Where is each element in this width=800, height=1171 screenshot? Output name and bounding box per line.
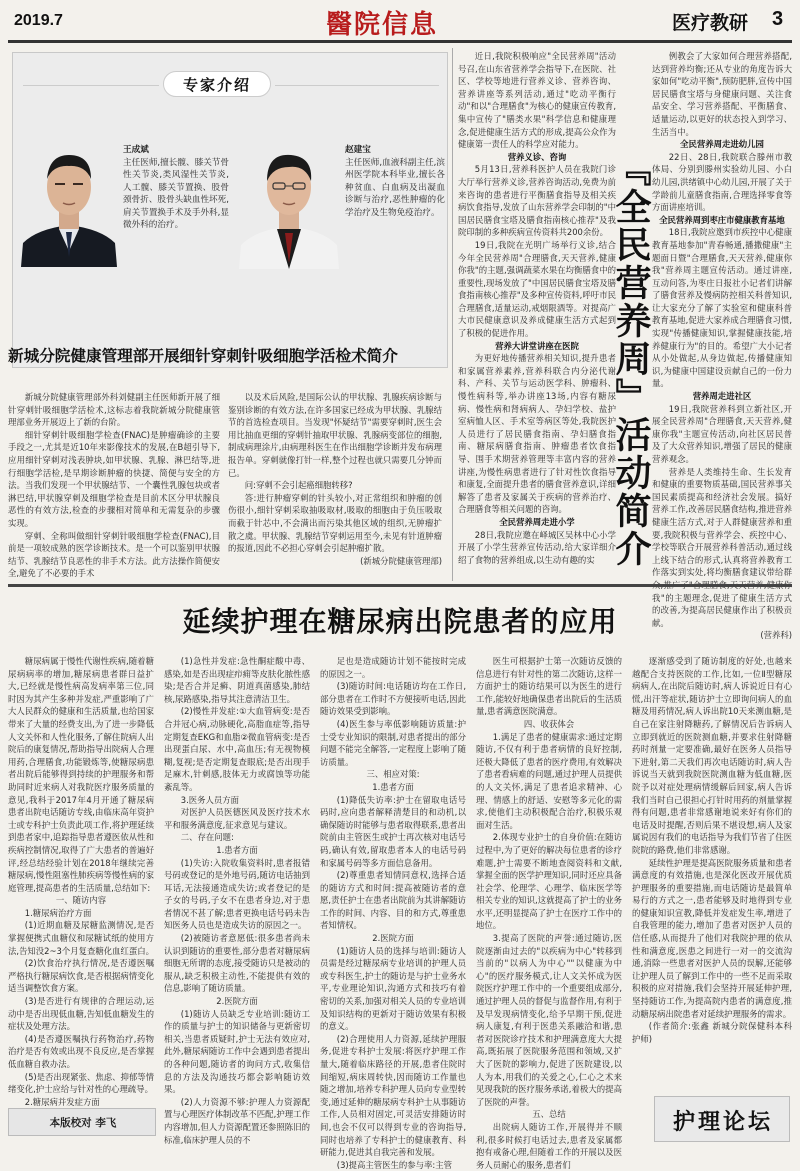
page-number: 3 (772, 8, 784, 30)
paragraph: (3)是否进行有规律的合理运动,运动中是否出现低血糖,告知低血糖发生的症状及处理方法。 (8, 996, 154, 1032)
nutrition-week-vertical-title: 『全民营养周』活动简介 (610, 150, 651, 568)
subheading: 1.患者方面 (216, 844, 258, 855)
subheading: 全民营养周走进小学 (499, 516, 575, 527)
paragraph: 医生可根据护士第一次随访反馈的信息进行有针对性的第二次随访,这样一方面护士的随访结果可以为医生的进行工作,能较好地确保患者出院后的生活质量,患者满意医院满意。 (476, 656, 622, 717)
subheading: 2.医院方面 (372, 933, 414, 944)
paragraph: (4)是否遵医嘱执行药物治疗,药物治疗是否有效或出现不良反应,是否掌握低血糖自救办法。 (8, 1033, 154, 1069)
paragraph: 答:进行肿瘤穿刺的针头较小,对正常组织和肿瘤的创伤很小,细针穿刺采取抽吸取材,吸取的细胞由于负压吸取而截于针芯中,不会满出而污染其他区域的组织,无肿瘤扩散之虞。甲状腺、乳腺结节穿刺运用至今,未见有针道肿瘤的报道,因此不必担心穿刺会引起肿瘤扩散。 (228, 492, 442, 554)
article-diabetes-col3 (320, 655, 466, 1170)
paragraph: 19日,我院营养科到立新社区,开展全民营养周"合理膳食,天天营养,健康你我"主题宣传活动,向社区居民普及了大众营养知识,增强了居民的健康营养观念。 (652, 403, 792, 464)
expert-photo-zhao (237, 139, 341, 269)
paragraph: (2)合理使用人力资源,延续护理服务,促进专科护士发展:将医疗护理工作量大,随着临床路径的开展,患者住院时间缩短,病床周转快,因而随访工作量也随之增加,培养专科护理人员向专业型转变,通过延伸的糖尿病专科护士从事随访工作,人员相对固定,可灵活安排随访时间,也会不仅可以得到专业的咨询指导,同时也培养了专科护士的健康教育、科研能力,促进其自我完善和发展。 (320, 1033, 466, 1158)
subheading: 二、存在问题: (180, 832, 234, 843)
subheading: 一、随访内容 (55, 895, 107, 906)
issue-date: 2019.7 (14, 12, 63, 29)
article-fnac-headline: 新城分院健康管理部开展细针穿刺针吸细胞学活检术简介 (8, 347, 398, 365)
paragraph: 以及术后风险,是国际公认的甲状腺、乳腺疾病诊断与鉴别诊断的有效方法,在许多国家已经成为甲状腺、乳腺结节的首选检查项目。当发现"怀疑结节"需要穿刺时,医生会用比抽血更细的穿刺针抽取甲状腺、乳腺病变部位的细胞,制成病理涂片,由病理科医生在作出细胞学诊断并发布病理报告单。穿刺就像打针一样,整个过程也就只需要几分钟而已。 (228, 392, 442, 478)
article-diabetes-col1 (8, 655, 154, 1107)
subheading: 2.糖尿病并发症方面 (24, 1096, 100, 1107)
paragraph: 28日,我院应邀在峄城区吴林中心小学开展了小学生营养宣传活动,给大家详细介绍了食物的营养组成,以生动有趣的实 (458, 529, 616, 565)
section-title: 医疗教研 (672, 12, 749, 34)
paragraph: 问:穿刺不会引起癌细胞转移? (244, 480, 353, 491)
header-divider (8, 40, 792, 43)
paragraph: (5)是否出现紧张、焦虑、抑郁等情绪变化,护士应给与针对性的心理疏导。 (8, 1071, 154, 1095)
paragraph: 穿刺、全称叫做细针穿刺针吸细胞学检查(FNAC),目前是一项较成熟的医学诊断技术。是一个可以鉴别甲状腺结节、乳腺结节良恶性的非手术方法。此方法操作简便安全,避免了不必要的手术 (8, 530, 220, 579)
nursing-forum-title: 护理论坛 (672, 1109, 773, 1135)
paragraph: 延续性护理是提高医院服务质量和患者满意度的有效措施,也是深化医改开展优质护理服务的重要措施,而电话随访是最简单易行的方式之一,患者能够及时地得到专业的健康知识宣教,降低并发症发生率,增进了自我管理的能力,增加了患者对医护人员的信任感,从而提升了他们对我院护理的依从性和满意度,医患之间进行一对一的交流沟通,消除一些患者对医护人员的误解,还能够让护理人员了解到工作中的一些不足而采取积极的应对措施,我们会坚持开展延伸护理,坚持随访工作,为提高院内患者的满意度,推动糖尿病出院患者对延续护理服务的需求。 (632, 857, 792, 1019)
paragraph: 2.体现专业护士的自身价值:在随访过程中,为了更好的解决每位患者的诊疗难题,护士需要不断地查阅资料和文献,掌握全面的医学护理知识,同时还应具备社会学、伦理学、心理学、临床医学等相关专业的知识,这就提高了护士的业务水平,还明显提高了护士在医疗工作中的地位。 (476, 832, 622, 931)
expert-intro-title: 专家介绍 (182, 76, 251, 94)
paragraph: 5月13日,营养科医护人员在我院门诊大厅举行营养义诊,营养咨询活动,免费为前来咨询的患者进行平衡膳食指导及相关疾病饮食指导,发放了山东营养学会印制的"中国居民膳食宝塔及膳食指南核心推荐"及我院印制的多种疾病宣传资料共200余份。 (458, 164, 616, 238)
paragraph: (3)提高主管医生的参与率:主管 (336, 1159, 452, 1170)
paragraph: 近日,我院积极响应"全民营养周"活动号召,在山东省营养学会指导下,在医院、社区、学校等地进行营养义诊、营养咨询、营养讲座等系列活动,通过"吃动平衡行动"和以"合理膳食"为核心的健康宣传教育,集中宣传了"膳类水果"科学信息和健康理念,促进健康生活方式的形成,提高公众作为健康第一责任人的科学应对能力。 (458, 51, 616, 150)
article-nutrition-col1 (458, 50, 616, 580)
expert-zhao-name: 赵建宝 (345, 145, 371, 155)
paragraph: 出院病人随访工作,开展得并不顺利,很多时候打电话过去,患者及家属都抱有戒备心理,但随着工作的开展以及医务人员耐心的服务,患者们 (476, 1121, 622, 1170)
subheading: 四、收获体会 (523, 718, 575, 729)
article-diabetes-col2 (164, 655, 310, 1145)
article-diabetes-col5 (632, 655, 792, 1091)
subheading: 2.医院方面 (216, 996, 258, 1007)
paragraph: 3.提高了医院的声誉:通过随访,医院逐渐由过去的"以疾病为中心"转移到当前的"以病人为中心""以健康为中心"的医疗服务模式,让人文关怀成为医院医疗护理工作中的一个重要组成部分,通过护理人员的督促与监督作用,有利于及早发现病情变化,给予早期干预,促进病人康复,有利于医患关系融洽和谐,患者对医院诊疗技术和护理满意度大大提高,既拓展了医院服务范围和领域,又扩大了医院的影响力,促进了医院建设,以人为本,用我们的关爱之心,仁心之术来见现我院的医疗服务承诺,着极大的提高了医院的声誉。 (476, 933, 622, 1107)
paragraph: (2)慢性并发症:①大血管病变:是否合并冠心病,动脉硬化,高脂血症等,指导定期复查EKG和血脂②微血管病变:是否出现蛋白尿、水中,高血压;有无视物模糊,复视;是否定期复查眼底;是否出现手足麻木,针刺感,肢体无力或腐蚀等功能紊乱等。 (164, 706, 310, 792)
article-fnac-col1 (8, 391, 220, 579)
article-diabetes-headline: 延续护理在糖尿病出院患者的应用 (182, 605, 618, 638)
paragraph: (3)随访时间:电话随访均在工作日,部分患者在工作时不方便接听电话,因此随访效果受到影响。 (320, 681, 466, 717)
paragraph: (1)急性并发症:急性酮症酸中毒、感染,如是否出现症疖痈等皮肤化脓性感染;是否合并足癣、阴道真菌感染,肺结核,尿路感染,指导其注意清洁卫生。 (164, 656, 310, 704)
subheading: 三、相应对策: (366, 769, 420, 780)
paragraph: 22日、28日,我院联合滕州市教体局、分别到滕州实验幼儿园、小白幼儿园,洪绪镇中心幼儿园,开展了关于学龄前儿童膳食指南,合理选择零食等方面讲座培训。 (652, 151, 792, 213)
subheading: 1.患者方面 (372, 781, 414, 792)
expert-wang-bio: 主任医师,擅长髋、膝关节骨性关节炎,类风湿性关节炎,人工髋、膝关节置换、股骨颈骨折、股骨头缺血性坏死,肩关节置换手术及手外科,显微外科的治疗。 (123, 158, 229, 231)
byline: (新城分院健康管理部) (360, 555, 442, 566)
subheading: 1.糖尿病治疗方面 (24, 907, 92, 918)
paragraph: (1)近期血糖及尿糖监测情况,是否掌握便携式血糖仪和尿糖试纸的使用方法,告知没2~3个月复查糖化血红蛋白。 (8, 920, 154, 956)
paragraph: (4)医生参与率低影响随访质量:护士受专业知识的限制,对患者提出的部分问题不能完全解答,一定程度上影响了随访质量。 (320, 718, 466, 767)
paragraph: 1.满足了患者的健康需求:通过定期随访,不仅有利于患者病情的良好控制,还极大降低了患者的医疗费用,有效解决了患者看病难的问题,通过护理人员提供的人文关怀,满足了患者追求精神、心理、情感上的舒适、安慰等多元化的需求,使他们主动积极配合治疗,积极乐观面对生活。 (476, 731, 622, 830)
paragraph: (2)人力资源不够:护理人力资源配置与心理医疗体制改革不匹配,护理工作内容增加,但人力资源配置还参照陈旧的标准,临床护理人员的不 (164, 1096, 310, 1145)
subheading: 营养大讲堂讲座在医院 (495, 340, 579, 351)
article-nutrition-col2 (652, 50, 792, 641)
article-fnac-col2 (228, 391, 442, 579)
author-note: (作者简介:张鑫 新城分院保健科本科 护师) (632, 1021, 792, 1044)
paragraph: (1)随访人员的选择与培训:随访人员需是经过糖尿病专业培训的护理人员或专科医生,护士的随访是与护士业务水平,专业理论知识,沟通方式和技巧有着密切的关系,加强对相关人员的专业培训及知识结构的更新对于随访效果有积极的意义。 (320, 945, 466, 1032)
masthead-logo: 醫院信息 (326, 10, 439, 40)
paragraph: (2)被随访者意愿低:很多患者尚未认识到随访的重要性,部分患者对糖尿病细胞无所谓的态度,接受随访只是被动的服从,缺乏积极主动性,不能提供有效的信息,影响了随访质量。 (164, 933, 310, 994)
expert-wang-name: 王成斌 (123, 145, 149, 155)
proofreader-box (8, 1108, 156, 1136)
paragraph: 对医护人员医德医风及医疗技术水平和服务满意度,征求意见与建议。 (164, 807, 310, 830)
paragraph: 为更好地传播营养相关知识,提升患者和家属营养素养,营养科联合内分泌代谢科、产科、关节与运动医学科、肿瘤科、慢性病科等,举办讲座13场,内容有糖尿病、慢性病和肾病病人、孕妇学校、盐护室病恤人区、手术室等病区等处,我院医护人员进行了居民膳食指南、孕妇膳食指南、糖尿病膳食指南、肿瘤患者饮食指导、围手术期营养管理等丰富内容的营养讲座,为慢性病患者进行了针对性饮食指导和康复,全面提升患者的膳食营养意识,详细解答了患者及家属关于疾病的营养治疗、合理膳食等相关问题的咨询。 (458, 353, 616, 515)
paragraph: (1)降低失访率:护士在留取电话号码时,应向患者解释清楚目的和动机,以确保随访时能够与患者取得联系,患者出院前由主管医生或护士再次核对电话号码,确认有效,留取患者本人的电话号码和家属号码等多方面信息备用。 (320, 794, 466, 868)
paragraph: 足也是造成随访计划不能按时完成的原因之一。 (320, 656, 466, 679)
paragraph: 新城分院健康管理部外科刘健副主任医师新开展了细针穿刺针吸细胞学活检术,这标志着我院新城分院健康管理部业务开展迈上了新的台阶。 (8, 392, 220, 428)
expert-zhao-bio: 主任医师,血液科副主任,滨州医学院本科毕业,擅长各种贫血、白血病及出凝血诊断与治疗,恶性肿瘤的化学治疗及生物免疫治疗。 (345, 158, 445, 218)
expert-intro-line-right (275, 85, 439, 86)
expert-intro-line-left (23, 85, 159, 86)
paragraph: 18日,我院应邀到市疾控中心健康教育基地参加"青春畅通,播撒健康"主题面日暨"合理膳食,天天营养,健康你我"营养周主题宣传活动。通过讲座,互动问答,为枣庄日报社小记者们讲解了膳食营养及慢病防控相关科普知识,让大家充分了解了实验室和健康科普教育基地,促进大家养成合理膳食习惯,实现"传播健康知识,掌握健康技能,培养健康行为"的目的。希望广大小记者从小处做起,从身边做起,传播健康知识,为健康中国建设贡献自己的一份力量。 (652, 227, 792, 389)
subheading: 五、总结 (532, 1109, 566, 1120)
paragraph: 逐渐感受到了随访制度的好处,也越来越配合支持医院的工作,比如,一位Ⅱ型糖尿病病人,在出院后随访时,病人诉说近日有心慌,出汗等症状,随访护士立即询问病人的血糖及用药情况,病人诉出院10天来测血糖,是自己在家注射降糖药,了解情况后告诉病人立即到就近的医院测血糖,并要求住射降糖药时剂量一定要准确,最好在医务人员指导下进射,第二天我们再次电话随访时,病人告诉说当天就到我院医院测血糖为低血糖,医院予以对症处理病情缓解后回家,病人告诉我们当时自己很担心打针时用药的剂量掌握得有问题,患者非常感谢地说来好有你们的电话及时提醒,否则后果不堪设想,病人及家属说因有我们的电话指导为我们节省了住医院院的路费,他们非常感谢。 (632, 656, 792, 855)
subheading: 全民营养周走进幼儿园 (680, 139, 764, 150)
paragraph: 糖尿病属于慢性代谢性疾病,随着糖尿病病率的增加,糖尿病患者群日益扩大,已经就是慢性病高发病率第三位,同时因为其产生多种并发症,严重影响了广大人民群众的健康和生活质量,也给国家带来了大量的经费支出,为了进一步降低人文关怀和人性化服务,了解住院病人出院后的康复情况,帮助指导出院病人合理用药,合理膳食,功能锻炼等,使糖尿病患者出院后能够得到持续的护理服务和帮助同时近来病人对我院医疗服务质量的意见,我科于2017年4月开通了糖尿病患者出院电话随访专线,由临床高年资护士或专科护士负责此项工作,将护理延续到患者家中,追踪指导患者遵医依从性和疾病控制情况,取得了广大患者的普遍好评,经总结经验计划在2018年继续完善糖尿病,慢性阻塞性肺疾病等慢性病的家庭管理,提高患者的生活质量,总结如下: (8, 656, 154, 893)
expert-photo-wang (17, 139, 121, 267)
subheading: 营养周走进社区 (692, 391, 752, 402)
proofreader-label: 本版校对 李飞 (49, 1117, 117, 1129)
column-divider (452, 48, 453, 581)
paragraph: 例教会了大家如何合理营养搭配,达到营养均衡;还从专业的角度告诉大家如何"吃动平衡",预防肥胖,宣传中国居民膳食宝塔与身健康问题、关注食品安全、学习营养搭配、平衡膳食、适量运动,以更好的状态投入到学习、生活当中。 (652, 51, 792, 137)
section-divider (8, 584, 792, 587)
paragraph: (2)尊重患者知情同意权,选择合适的随访方式和时间:提高被随访者的意愿,责任护士在患者出院前为其讲解随访工作的时间、内容、目的和方式,尊重患者知情权。 (320, 870, 466, 931)
subheading: 营养义诊、咨询 (507, 151, 567, 162)
paragraph: 细针穿刺针吸细胞学检查(FNAC)是肿瘤确诊的主要手段之一,尤其是近10年来影像技术的发展,在B超引导下,应用细针穿刺对浅表肿块,如甲状腺、乳腺、淋巴结等,进行细胞学活检,是早期诊断肿瘤的快捷、简便与安全的方法。当我们发现一个甲状腺结节、一个囊性乳腺包块或者淋巴结,甲状腺穿刺及细胞学检查是目前术区分甲状腺良恶性的有效方法,检查的步骤相对简单和无需复杂的步骤实现。 (8, 429, 220, 528)
paragraph: (2)饮食治疗执行情况,是否遵医嘱严格执行糖尿病饮食,是否根据病情变化适当调整饮食方案。 (8, 958, 154, 994)
paragraph: 营养是人类维持生命、生长发育和健康的重要物质基础,国民营养事关国民素质提高和经济社会发展。搞好营养工作,改善居民膳食结构,推进营养健康生活方式,对于人群健康营养和重要,我院积极与营养学会、疾控中心、学校等联合开展营养科普活动,通过线上线下结合的形式,认真将营养教育工作落实到实处,将均衡膳食建议带给群 我"的主题理念,促进了健康生活方式的改善,为提高居民健康作出了积极贡献。 (652, 466, 792, 628)
paragraph: (1)失访:入院收集资料时,患者报错号码或登记的是外地号码,随访电话抽到耳话,无法接通造成失访;或者登记的是子女的号码,子女不在患者身边,对于患者情况不甚了解;患者更换电话号码未告知医务人员也是造成失访的原因之一。 (164, 857, 310, 931)
subheading: 全民营养周到枣庄市健康教育基地 (659, 214, 785, 225)
paragraph: 19日,我院在光明广场举行义诊,结合今年全民营养周"合理膳食,天天营养,健康你我"的主题,强调蔬菜水果在均衡膳食中的重要性,现场发放了"中国居民膳食宝塔及膳食指南核心推荐"及多种宣传资料,呼吁市民合理膳食,适量运动,戒烟限酒等。对提高广大市民健康意识及养成健康生活方式起到了积极的促进作用。 (458, 239, 616, 339)
nursing-forum-tag (654, 1096, 790, 1142)
article-diabetes-col4 (476, 655, 622, 1170)
byline: (营养科) (760, 630, 792, 641)
paragraph: (1)随访人员缺乏专业培训:随访工作的质量与护士的知识储备与更新密切相关,当患者质疑时,护士无法有效应对,此外,糖尿病随访工作中会遇到患者提出的各种问题,随访者的询问方式,收集信息的方法及沟通技巧都会影响随访效果。 (164, 1008, 310, 1095)
expert-intro-box (12, 52, 448, 368)
subheading: 3.医务人员方面 (180, 794, 240, 805)
